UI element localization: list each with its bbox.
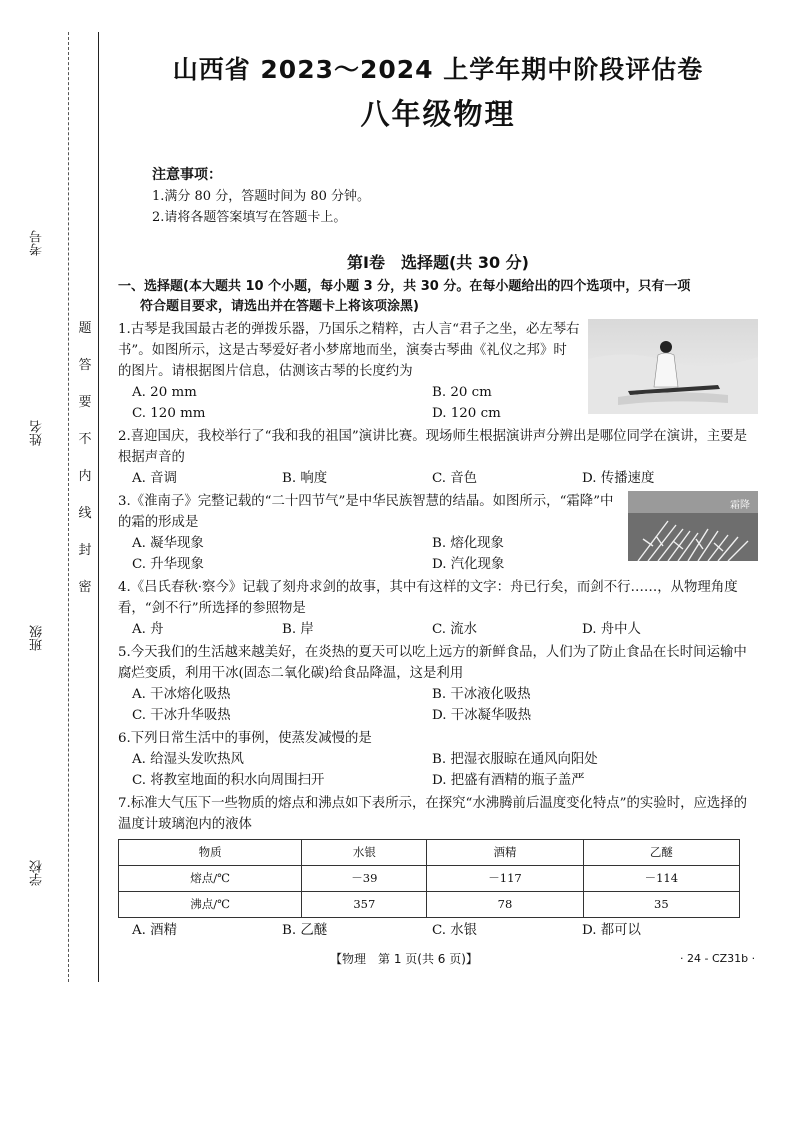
- binding-margin: [0, 0, 100, 990]
- option-d[interactable]: D. 120 cm: [432, 406, 501, 421]
- table-row: [119, 892, 740, 918]
- class-label: 班级: [30, 625, 45, 651]
- question-stem: 1.古琴是我国最古老的弹拨乐器，乃国乐之精粹，古人言“君子之坐，必左琴右书”。如图所示，这是古琴爱好者小梦席地而坐，演奏古琴曲《礼仪之邦》时的图片。请根据图片信息，估测该古琴的长度约为: [118, 322, 580, 379]
- option-list: [118, 468, 758, 489]
- binding-line: [98, 32, 99, 982]
- question-4: [118, 577, 758, 640]
- question-stem: 7.标准大气压下一些物质的熔点和沸点如下表所示，在探究“水沸腾前后温度变化特点”的实验时，应选择的温度计玻璃泡内的液体: [118, 796, 748, 832]
- table-cell: 熔点/℃: [119, 866, 302, 892]
- option-list: [118, 533, 620, 575]
- paper-code: · 24 - CZ31b ·: [680, 952, 756, 965]
- class-field[interactable]: [28, 625, 52, 651]
- option-c[interactable]: C. 水银: [432, 923, 478, 938]
- table-cell: 35: [583, 892, 739, 918]
- option-d[interactable]: D. 都可以: [582, 923, 641, 938]
- option-b[interactable]: B. 响度: [282, 471, 328, 486]
- name-field[interactable]: [28, 420, 52, 446]
- page-footer: 【物理 第 1 页(共 6 页)】: [330, 952, 478, 966]
- option-c[interactable]: C. 流水: [432, 622, 478, 637]
- exam-number-label: 考号: [30, 230, 45, 256]
- question-6: [118, 728, 758, 791]
- table-header-cell: 物质: [119, 840, 302, 866]
- table-cell: －114: [583, 866, 739, 892]
- table-cell: －39: [302, 866, 427, 892]
- option-list: [118, 749, 758, 791]
- section-title: 第Ⅰ卷 选择题(共 30 分): [347, 253, 529, 272]
- question-stem: 3.《淮南子》完整记载的“二十四节气”是中华民族智慧的结晶。如图所示，“霜降”中的霜的形成是: [118, 494, 614, 530]
- option-a[interactable]: A. 干冰熔化吸热: [132, 687, 231, 702]
- option-c[interactable]: C. 120 mm: [132, 406, 206, 421]
- notice-item: 2.请将各题答案填写在答题卡上。: [152, 210, 347, 225]
- option-d[interactable]: D. 把盛有酒精的瓶子盖严: [432, 773, 585, 788]
- option-a[interactable]: A. 音调: [132, 471, 177, 486]
- school-field[interactable]: [28, 860, 52, 886]
- table-header-cell: 水银: [302, 840, 427, 866]
- option-list: [118, 684, 758, 726]
- question-7: [118, 793, 758, 941]
- option-list: [118, 382, 580, 424]
- option-d[interactable]: D. 汽化现象: [432, 557, 505, 572]
- option-c[interactable]: C. 音色: [432, 471, 478, 486]
- option-b[interactable]: B. 岸: [282, 622, 314, 637]
- notice-heading: 注意事项：: [152, 167, 222, 183]
- question-stem: 6.下列日常生活中的事例，使蒸发减慢的是: [118, 731, 372, 746]
- school-label: 学校: [30, 860, 45, 886]
- exam-subject: 八年级物理: [360, 97, 516, 131]
- option-d[interactable]: D. 干冰凝华吸热: [432, 708, 532, 723]
- name-label: 姓名: [30, 420, 45, 446]
- question-stem: 2.喜迎国庆，我校举行了“我和我的祖国”演讲比赛。现场师生根据演讲声分辨出是哪位同学在演讲，主要是根据声音的: [118, 429, 748, 465]
- option-c[interactable]: C. 将教室地面的积水向周围扫开: [132, 773, 325, 788]
- option-a[interactable]: A. 舟: [132, 622, 164, 637]
- frost-image: [628, 491, 758, 561]
- question-stem: 4.《吕氏春秋·察今》记载了刻舟求剑的故事，其中有这样的文字：舟已行矣，而剑不行……，从物理角度看，“剑不行”所选择的参照物是: [118, 580, 738, 616]
- question-3: [118, 491, 758, 575]
- option-a[interactable]: A. 给湿头发吹热风: [132, 752, 244, 767]
- option-list: [118, 619, 758, 640]
- option-b[interactable]: B. 乙醚: [282, 923, 328, 938]
- table-cell: 78: [427, 892, 583, 918]
- table-header-cell: 酒精: [427, 840, 583, 866]
- option-b[interactable]: B. 20 cm: [432, 385, 492, 400]
- option-b[interactable]: B. 熔化现象: [432, 536, 504, 551]
- notice-item: 1.满分 80 分，答题时间为 80 分钟。: [152, 189, 371, 204]
- option-d[interactable]: D. 舟中人: [582, 622, 641, 637]
- option-b[interactable]: B. 把湿衣服晾在通风向阳处: [432, 752, 598, 767]
- option-c[interactable]: C. 干冰升华吸热: [132, 708, 231, 723]
- option-b[interactable]: B. 干冰液化吸热: [432, 687, 531, 702]
- seal-dashed-line: [68, 32, 69, 982]
- option-list: [118, 920, 758, 941]
- question-1: [118, 319, 758, 424]
- question-5: [118, 642, 758, 726]
- option-a[interactable]: A. 20 mm: [132, 385, 197, 400]
- option-c[interactable]: C. 升华现象: [132, 557, 204, 572]
- exam-number-field[interactable]: [28, 230, 52, 256]
- exam-content: [118, 44, 758, 941]
- frost-image-label: 霜降: [730, 500, 750, 511]
- table-cell: 沸点/℃: [119, 892, 302, 918]
- table-header-row: [119, 840, 740, 866]
- notice-block: [152, 165, 758, 228]
- table-cell: 357: [302, 892, 427, 918]
- section-instruction: 一、选择题(本大题共 10 个小题，每小题 3 分，共 30 分。在每小题给出的四个选项中，只有一项 符合题目要求，请选出并在答题卡上将该项涂黑): [118, 279, 691, 314]
- table-cell: －117: [427, 866, 583, 892]
- option-d[interactable]: D. 传播速度: [582, 471, 655, 486]
- seal-warning: 题 答 要 不 内 线 封 密: [78, 321, 92, 595]
- exam-title: 山西省 2023～2024 上学年期中阶段评估卷: [172, 55, 704, 84]
- question-stem: 5.今天我们的生活越来越美好，在炎热的夏天可以吃上远方的新鲜食品，人们为了防止食品在长时间运输中腐烂变质，利用干冰(固态二氧化碳)给食品降温，这是利用: [118, 645, 747, 681]
- option-a[interactable]: A. 凝华现象: [132, 536, 204, 551]
- table-header-cell: 乙醚: [583, 840, 739, 866]
- question-2: [118, 426, 758, 489]
- melting-boiling-table: [118, 839, 740, 918]
- table-row: [119, 866, 740, 892]
- option-a[interactable]: A. 酒精: [132, 923, 177, 938]
